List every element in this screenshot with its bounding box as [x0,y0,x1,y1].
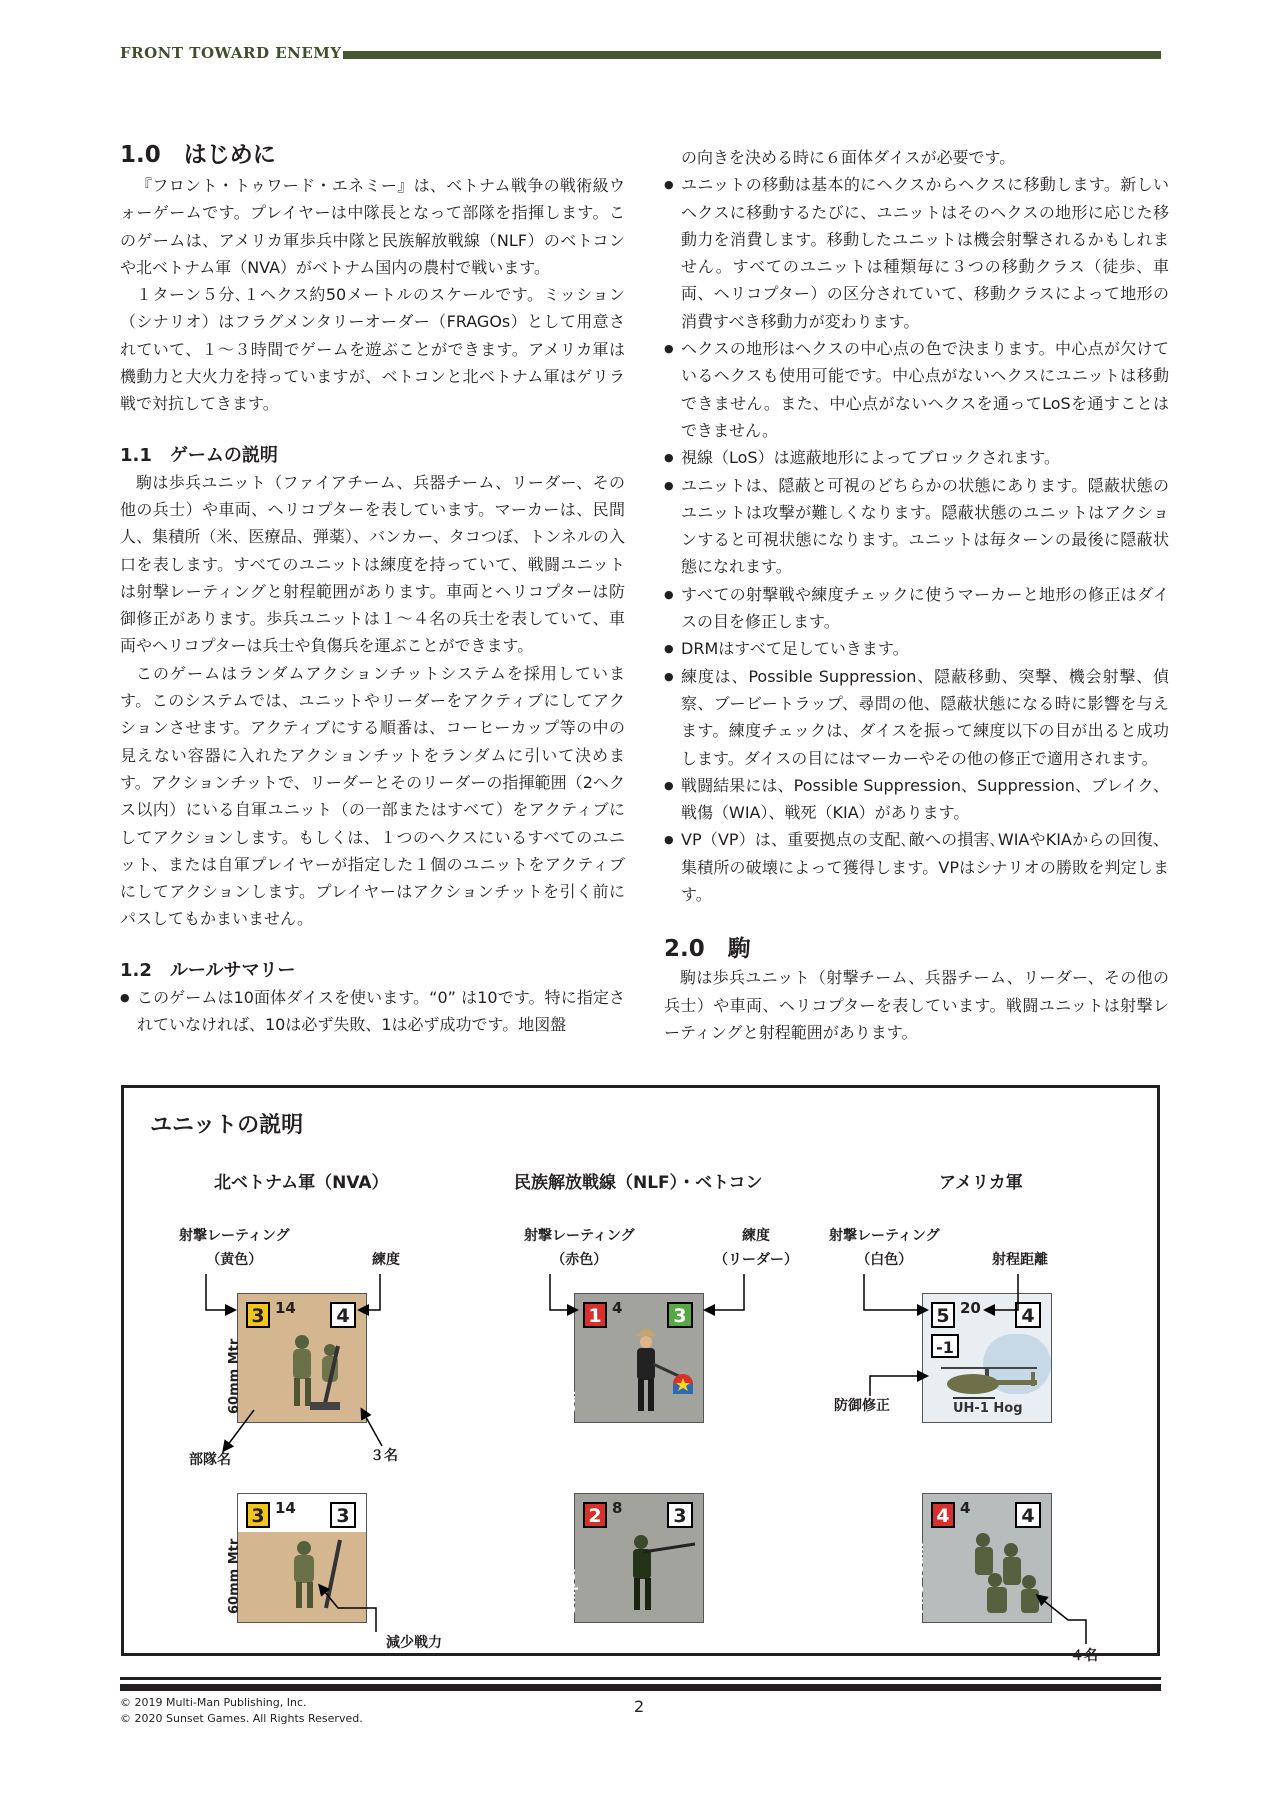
unit-name: Fire Team [912,1542,927,1614]
commander-figure [617,1328,697,1418]
label-text: 射撃レーティング [524,1228,635,1244]
fire-rating-box: 4 [931,1502,955,1528]
rule-summary-list [120,984,625,1039]
label-nlf-fire [524,1224,635,1272]
fire-rating-box: 5 [931,1302,955,1328]
section-1-2-title: 1.2 ルールサマリー [120,959,296,981]
rule-summary-list-continued [664,171,1169,908]
defense-modifier-box: -1 [931,1334,959,1358]
fire-team-figure [965,1528,1047,1618]
label-text: 練度 [742,1228,770,1244]
unit-description-box [121,1085,1160,1664]
section-2-0-para-1: 駒は歩兵ユニット（射撃チーム、兵器チーム、リーダー、その他の兵士）や車両、ヘリコプターを表しています。戦闘ユニットは射撃レーティングと射程範囲があります。 [664,968,1169,1042]
footer-rule [120,1677,1161,1680]
counter-nlf-sniper [564,1493,704,1623]
label-nva-reduced: 減少戦力 [386,1635,442,1651]
rule-summary-bullet: ● すべての射撃戦や練度チェックに使うマーカーと地形の修正はダイスの目を修正します。 [664,581,1169,636]
faction-us: アメリカ軍 [939,1173,1023,1193]
label-text: （黄色） [206,1252,263,1268]
mortar-crew-figure [280,1328,354,1416]
counter-us-uh1-hog [922,1293,1052,1423]
label-text: 射撃レーティング [829,1228,940,1244]
rule-summary-bullet: ● DRMはすべて足していきます。 [664,635,1169,662]
label-nva-fire [179,1224,290,1272]
mortar-crew-figure [280,1528,354,1616]
faction-nlf: 民族解放戦線（NLF）・ベトコン [514,1173,763,1193]
label-nva-men: ３名 [370,1448,398,1464]
range-number: 20 [960,1299,981,1317]
page-number: 2 [634,1697,645,1716]
copyright [120,1695,363,1727]
unit-name: Cdr [564,1388,579,1414]
range-number: 14 [275,1499,296,1517]
morale-box: 3 [330,1502,356,1528]
unit-name: Sniper [564,1566,579,1614]
range-number: 4 [612,1299,623,1317]
fire-rating-box: 3 [246,1502,270,1528]
unit-name: UH-1 Hog [953,1401,1023,1416]
rule-summary-bullet: ● ユニットは、隠蔽と可視のどちらかの状態にあります。隠蔽状態のユニットは攻撃が難しくなります。隠蔽状態のユニットはアクションすると可視状態になります。ユニットは毎ターンの最後に隠蔽状態になれます。 [664,472,1169,581]
morale-box: 4 [1015,1502,1041,1528]
label-us-range: 射程距離 [992,1252,1048,1268]
rule-summary-bullet: ● ヘクスの地形はヘクスの中心点の色で決まります。中心点が欠けているヘクスも使用可能です。中心点がないヘクスにユニットは移動できません。また、中心点がないヘクスを通ってLoSを通すことはできません。 [664,335,1169,444]
label-nlf-morale [714,1224,798,1272]
rule-summary-bullet: ● 視線（LoS）は遮蔽地形によってブロックされます。 [664,444,1169,471]
label-us-defense: 防御修正 [834,1398,890,1414]
counter-nva-60mm-mtr [227,1293,367,1423]
fire-rating-box: 1 [583,1302,607,1328]
right-column [664,144,1169,1046]
counter-nva-60mm-mtr-reduced [227,1493,367,1623]
left-column [120,140,625,1038]
unit-name: 60mm Mtr [227,1538,242,1614]
bullet-continuation: の向きを決める時に６面体ダイスが必要です。 [681,148,1016,167]
rule-summary-bullet: ● 戦闘結果には、Possible Suppression、Suppression、ブレイク、戦傷（WIA）、戦死（KIA）があります。 [664,772,1169,827]
label-text: 射撃レーティング [179,1228,290,1244]
rule-summary-bullet: ● このゲームは10面体ダイスを使います。“0” は10です。特に指定されていなければ、10は必ず失敗、1は必ず成功です。地図盤 [120,984,625,1039]
section-1-0-title: 1.0 はじめに [120,142,276,168]
label-nva-unit-name: 部隊名 [189,1452,231,1468]
footer-rule-thick [120,1684,1161,1691]
label-text: （赤色） [551,1252,608,1268]
label-us-men: ４名 [1070,1648,1098,1664]
helicopter-figure [931,1364,1047,1404]
morale-box: 4 [1015,1302,1041,1328]
running-header: FRONT TOWARD ENEMY [120,44,342,62]
section-2-0-title: 2.0 駒 [664,936,751,963]
sniper-figure [617,1528,697,1618]
rule-summary-bullet: ● VP（VP）は、重要拠点の支配､敵への損害､WIAやKIAからの回復、集積所の破壊によって獲得します。VPはシナリオの勝敗を判定します。 [664,826,1169,908]
label-us-fire [829,1224,940,1272]
copyright-line: © 2020 Sunset Games. All Rights Reserved. [120,1712,363,1725]
faction-nva: 北ベトナム軍（NVA） [214,1173,389,1193]
rule-summary-bullet: ● 練度は、Possible Suppression、隠蔽移動、突撃、機会射撃、偵察、ブービートラップ、尋問の他、隠蔽状態になる時に影響を与えます。練度チェックは、ダイスを振って練度以下の目が出ると成功します。ダイスの目にはマーカーやその他の修正で適用されます。 [664,663,1169,772]
fire-rating-box: 2 [583,1502,607,1528]
copyright-line: © 2019 Multi-Man Publishing, Inc. [120,1696,307,1709]
range-number: 14 [275,1299,296,1317]
section-1-0-para-1: 『フロント・トゥワード・エネミー』は、ベトナム戦争の戦術級ウォーゲームです。プレイヤーは中隊長となって部隊を指揮します。このゲームは、アメリカ軍歩兵中隊と民族解放戦線（NLF）のベトコンや北ベトナム軍（NVA）がベトナム国内の農村で戦います。 [120,176,625,277]
counter-nlf-cdr [564,1293,704,1423]
morale-box: 3 [667,1302,693,1328]
section-1-1-para-2: このゲームはランダムアクションチットシステムを採用しています。このシステムでは、ユニットやリーダーをアクティブにしてアクションさせます。アクティブにする順番は、コーヒーカップ等の中の見えない容器に入れたアクションチットをランダムに引いて決めます。アクションチットで、リーダーとそのリーダーの指揮範囲（2ヘクス以内）にいる自軍ユニット（の一部またはすべて）をアクティブにしてアクションします。もしくは、１つのヘクスにいるすべてのユニット、または自軍プレイヤーが指定した１個のユニットをアクティブにしてアクションします。プレイヤーはアクションチットを引く前にパスしてもかまいません。 [120,663,625,929]
unit-name: 60mm Mtr [227,1338,242,1414]
label-text: （リーダー） [714,1252,798,1268]
header-rule [343,51,1161,59]
section-1-1-title: 1.1 ゲームの説明 [120,444,278,466]
section-1-0-para-2: １ターン５分､１ヘクス約50メートルのスケールです。ミッション（シナリオ）はフラグメンタリーオーダー（FRAGOs）として用意されていて、１～３時間でゲームを遊ぶことができます。アメリカ軍は機動力と大火力を持っていますが、ベトコンと北ベトナム軍はゲリラ戦で対抗してきます。 [120,285,625,414]
label-nva-morale: 練度 [372,1252,400,1268]
morale-box: 3 [667,1502,693,1528]
unit-box-title: ユニットの説明 [150,1113,304,1138]
section-1-1-para-1: 駒は歩兵ユニット（ファイアチーム、兵器チーム、リーダー、その他の兵士）や車両、ヘリコプターを表しています。マーカーは、民間人、集積所（米、医療品、弾薬）、バンカー、タコつぼ、トンネルの入口を表します。すべてのユニットは練度を持っていて、戦闘ユニットは射撃レーティングと射程範囲があります。車両とヘリコプターは防御修正があります。歩兵ユニットは１～４名の兵士を表していて、車両やヘリコプターは兵士や負傷兵を運ぶことができます。 [120,472,625,656]
range-number: 4 [960,1499,971,1517]
label-text: （白色） [856,1252,913,1268]
rule-summary-bullet: ● ユニットの移動は基本的にヘクスからヘクスに移動します。新しいヘクスに移動するたびに、ユニットはそのヘクスの地形に応じた移動力を消費します。移動したユニットは機会射撃されるかもしれません。すべてのユニットは種類毎に３つの移動クラス（徒歩、車両、ヘリコプター）の区分されていて、移動クラスによって地形の消費すべき移動力が変わります。 [664,171,1169,335]
counter-us-fire-team [912,1493,1052,1623]
range-number: 8 [612,1499,623,1517]
morale-box: 4 [330,1302,356,1328]
fire-rating-box: 3 [246,1302,270,1328]
